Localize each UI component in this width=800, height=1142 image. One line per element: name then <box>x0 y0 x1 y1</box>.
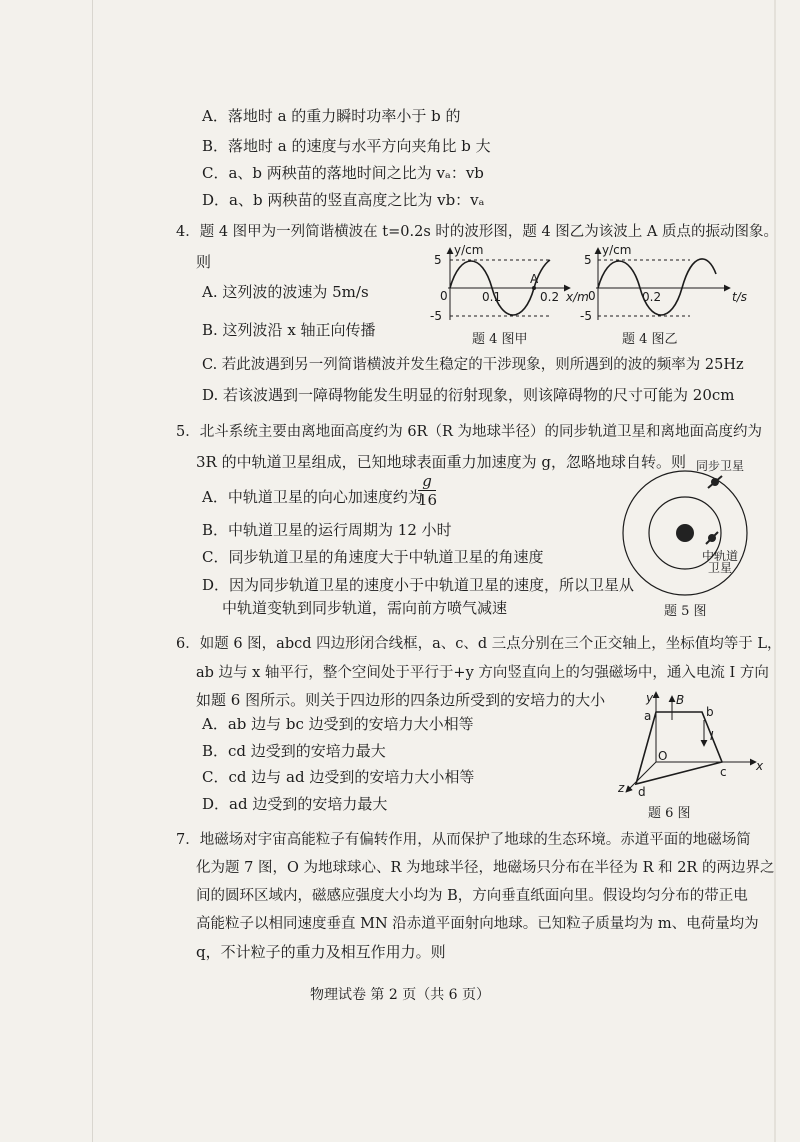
fig6-label-a: a <box>644 709 652 723</box>
fig5-orbit-diagram <box>620 458 760 598</box>
q5-option-a: A．中轨道卫星的向心加速度约为 <box>202 488 423 506</box>
fig4a-tick-zero: 0 <box>440 289 448 303</box>
q5-option-a-fraction <box>418 472 436 509</box>
q3-option-b: B．落地时 a 的速度与水平方向夹角比 b 大 <box>202 137 491 155</box>
fig4b-tick-zero: 0 <box>588 289 596 303</box>
q5-stem-line2: 3R 的中轨道卫星组成，已知地球表面重力加速度为 g，忽略地球自转。则 <box>196 453 686 471</box>
fig4a-caption: 题 4 图甲 <box>472 332 528 347</box>
q5-option-c: C．同步轨道卫星的角速度大于中轨道卫星的角速度 <box>202 548 544 566</box>
q5-option-b: B．中轨道卫星的运行周期为 12 小时 <box>202 521 452 539</box>
q3-option-c: C．a、b 两秧苗的落地时间之比为 vₐ：vb <box>202 164 484 182</box>
q7-line4: 高能粒子以相同速度垂直 MN 沿赤道平面射向地球。已知粒子质量均为 m、电荷量均为 <box>196 916 759 932</box>
fig6-label-x: x <box>756 759 764 773</box>
page-footer: 物理试卷 第 2 页（共 6 页） <box>309 987 491 1003</box>
fig4b-vibration-curve <box>598 259 716 315</box>
q7-line1: 7．地磁场对宇宙高能粒子有偏转作用，从而保护了地球的生态环境。赤道平面的地磁场简 <box>176 832 751 848</box>
fig6-label-origin: O <box>658 749 668 763</box>
fig4a-wave-graph <box>420 244 600 334</box>
fig6-loop-diagram <box>614 690 764 802</box>
fig4a-point-a <box>532 286 536 290</box>
fig6-label-z: z <box>618 781 625 795</box>
page-fold-line <box>92 0 93 1142</box>
fig4a-tick-neg: -5 <box>430 309 442 323</box>
fig4b-tick-neg: -5 <box>580 309 592 323</box>
fig5-caption: 题 5 图 <box>664 604 707 619</box>
q5-fraction-denominator: 16 <box>418 491 438 509</box>
q4-option-b: B. 这列波沿 x 轴正向传播 <box>202 321 376 339</box>
fig6-label-b-field: B <box>676 693 685 707</box>
q3-option-a: A．落地时 a 的重力瞬时功率小于 b 的 <box>202 107 461 125</box>
fig4a-tick-x1: 0.1 <box>482 290 502 304</box>
q6-stem-line2: ab 边与 x 轴平行，整个空间处于平行于+y 方向竖直向上的匀强磁场中，通入电流 I 方向 <box>196 665 769 681</box>
q3-option-d: D．a、b 两秧苗的竖直高度之比为 vb：vₐ <box>202 191 485 209</box>
fig4b-y-label: y/cm <box>602 243 632 257</box>
fig4a-tick-x2: 0.2 <box>540 290 560 304</box>
q7-line2: 化为题 7 图，O 为地球球心、R 为地球半径，地磁场只分布在半径为 R 和 2R 的两边界之 <box>196 860 775 876</box>
q6-stem-line3: 如题 6 图所示。则关于四边形的四条边所受到的安培力的大小 <box>196 691 606 709</box>
q4-stem-line1: 4．题 4 图甲为一列简谐横波在 t=0.2s 时的波形图，题 4 图乙为该波上 A 质点的振动图象。 <box>176 224 778 240</box>
fig6-label-b: b <box>706 705 714 719</box>
q5-option-d-continued: 中轨道变轨到同步轨道，需向前方喷气减速 <box>222 599 508 617</box>
fig5-label-mid-1: 中轨道 <box>702 549 739 563</box>
fig5-mid-satellite-panel <box>706 532 718 544</box>
fig6-label-y: y <box>646 691 654 705</box>
q6-option-b: B．cd 边受到的安培力最大 <box>202 742 386 760</box>
fig4b-tick-x1: 0.2 <box>642 290 662 304</box>
q5-fraction-numerator: g <box>422 472 432 490</box>
q5-option-d: D．因为同步轨道卫星的速度小于中轨道卫星的速度，所以卫星从 <box>202 576 635 594</box>
page-edge-line <box>774 0 776 1142</box>
fig6-label-d: d <box>638 785 646 799</box>
q4-option-c: C. 若此波遇到另一列简谐横波并发生稳定的干涉现象，则所遇到的波的频率为 25Hz <box>202 357 744 373</box>
fig4a-y-label: y/cm <box>454 243 484 257</box>
fig5-label-mid-2: 卫星 <box>708 561 733 575</box>
fig5-earth <box>676 524 694 542</box>
fig4b-x-label: t/s <box>732 290 747 304</box>
fig4a-x-label: x/m <box>566 290 589 304</box>
q6-stem-line1: 6．如题 6 图，abcd 四边形闭合线框，a、c、d 三点分别在三个正交轴上，坐标值均等于 L， <box>176 636 782 652</box>
fig4b-vibration-graph <box>580 244 760 334</box>
fig6-label-current: I <box>710 729 714 743</box>
fig5-label-sync: 同步卫星 <box>696 459 745 473</box>
q7-line3: 间的圆环区域内，磁感应强度大小均为 B，方向垂直纸面向里。假设均匀分布的带正电 <box>196 888 748 904</box>
q7-line5: q，不计粒子的重力及相互作用力。则 <box>196 943 446 961</box>
q6-option-c: C．cd 边与 ad 边受到的安培力大小相等 <box>202 768 475 786</box>
q4-option-a: A. 这列波的波速为 5m/s <box>202 283 369 301</box>
fig4b-tick-pos: 5 <box>584 253 592 267</box>
fig4b-caption: 题 4 图乙 <box>622 332 678 347</box>
fig4a-tick-pos: 5 <box>434 253 442 267</box>
q6-option-d: D．ad 边受到的安培力最大 <box>202 795 388 813</box>
fig4a-point-label: A <box>530 272 539 286</box>
fig6-label-c: c <box>720 765 727 779</box>
fig6-caption: 题 6 图 <box>648 806 691 821</box>
q4-option-d: D. 若该波遇到一障碍物能发生明显的衍射现象，则该障碍物的尺寸可能为 20cm <box>202 386 735 404</box>
q4-stem-line2: 则 <box>196 253 212 271</box>
q6-option-a: A．ab 边与 bc 边受到的安培力大小相等 <box>202 715 474 733</box>
q5-stem-line1: 5．北斗系统主要由离地面高度约为 6R（R 为地球半径）的同步轨道卫星和离地面高度约为 <box>176 424 763 440</box>
